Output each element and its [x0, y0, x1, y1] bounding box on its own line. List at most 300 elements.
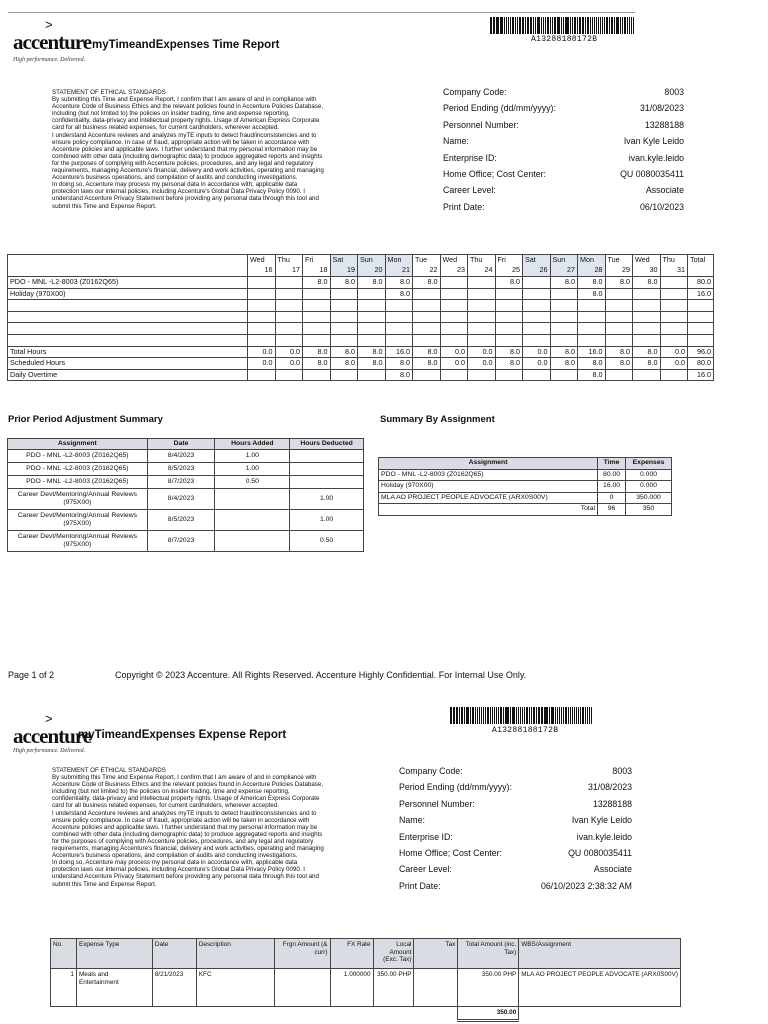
barcode-top — [490, 17, 635, 34]
barcode-bar — [624, 17, 626, 34]
day-of-week: Wed — [250, 255, 265, 264]
barcode-bar — [633, 17, 634, 34]
hour-cell: 8.0 — [358, 277, 386, 289]
expense-cell: 1.000000 — [330, 969, 373, 1007]
day-number: 30 — [649, 265, 658, 274]
hour-cell: 8.0 — [330, 358, 358, 370]
hour-cell — [495, 334, 523, 346]
day-header — [550, 255, 578, 277]
hour-cell: 16.0 — [385, 346, 413, 358]
barcode-bar — [450, 707, 452, 724]
barcode-bar — [609, 17, 610, 34]
day-number: 19 — [347, 265, 355, 274]
sba-header: Expenses — [626, 458, 672, 470]
barcode-bar — [519, 17, 521, 34]
day-of-week: Tue — [607, 255, 620, 264]
barcode-bar — [620, 17, 621, 34]
barcode-bar — [576, 707, 578, 724]
barcode-top-number: A13288188172B — [531, 35, 598, 44]
hour-cell — [660, 311, 688, 323]
barcode-bar — [580, 17, 581, 34]
hour-cell — [440, 300, 468, 312]
ppa-cell: Career Devt/Mentoring/Annual Reviews (975X00) — [8, 489, 148, 510]
barcode-bar — [629, 17, 630, 34]
hour-cell — [248, 334, 276, 346]
expense-total-row — [51, 1007, 681, 1021]
hour-cell — [578, 300, 606, 312]
barcode-bar — [535, 17, 536, 34]
row-total: 96.0 — [688, 346, 714, 358]
statement-paragraph: I understand Accenture reviews and analyzes myTE inputs to detect fraud/inconsistencies and to ensure policy compliance. In case of fraud, appropriate action will be taken in accordance with Accenture policies and applicable laws. I further understand that my personal information may be combined with other data (including demographic data) to produce aggregated reports and insights for the purposes of complying with Accenture policies, procedures, and any legal and regulatory requirements, managing Accenture's financial, delivery and work activities, operating and managing Accenture's business operations, and compilation of audits and conducting investigations. — [52, 131, 324, 182]
barcode-bar — [494, 17, 495, 34]
hour-cell — [330, 334, 358, 346]
info-label: Company Code: — [443, 87, 507, 97]
info-row — [399, 845, 632, 861]
row-label: Total Hours — [8, 346, 248, 358]
expense-cell: KFC — [196, 969, 274, 1007]
expense-header: Tax — [414, 939, 458, 969]
info-row — [443, 199, 684, 215]
barcode-bar — [533, 17, 534, 34]
ppa-row — [8, 531, 364, 552]
ppa-cell: 8/7/2023 — [147, 476, 215, 489]
hour-cell: 8.0 — [495, 358, 523, 370]
day-of-week: Thu — [662, 255, 675, 264]
hour-cell: 8.0 — [633, 277, 661, 289]
barcode-bar — [520, 707, 521, 724]
hour-cell — [605, 288, 633, 300]
barcode-bar — [614, 17, 615, 34]
page-top-rule — [8, 12, 635, 13]
day-of-week: Mon — [387, 255, 402, 264]
barcode-bar — [538, 17, 540, 34]
barcode-bar — [503, 707, 504, 724]
day-of-week: Thu — [470, 255, 483, 264]
row-total: 16.0 — [688, 369, 714, 381]
hour-cell — [385, 300, 413, 312]
hour-cell — [523, 311, 551, 323]
info-value: 13288188 — [644, 119, 684, 130]
hour-cell — [303, 323, 331, 335]
hour-cell — [248, 369, 276, 381]
expense-header: Local Amount (Exc. Tax) — [373, 939, 414, 969]
hour-cell — [605, 311, 633, 323]
barcode-bar — [513, 707, 515, 724]
grid-row — [8, 300, 714, 312]
hour-cell: 0.0 — [523, 358, 551, 370]
info-value: ivan.kyle.leido — [628, 152, 684, 163]
info-label: Enterprise ID: — [443, 152, 497, 163]
ppa-cell: 0.50 — [290, 531, 364, 552]
day-number: 17 — [292, 265, 300, 274]
day-of-week: Fri — [305, 255, 314, 264]
hour-cell: 8.0 — [385, 358, 413, 370]
row-total — [688, 323, 714, 335]
hour-cell — [468, 311, 496, 323]
day-header — [413, 255, 441, 277]
info-value: 31/08/2023 — [639, 103, 684, 114]
sba-row — [379, 481, 672, 493]
hour-cell — [413, 300, 441, 312]
info-value: Ivan Kyle Leido — [571, 815, 632, 826]
hour-cell: 8.0 — [578, 358, 606, 370]
row-label: Holiday (970X00) — [8, 288, 248, 300]
hour-cell: 8.0 — [633, 358, 661, 370]
day-of-week: Sat — [332, 255, 344, 264]
sba-total-row — [379, 504, 672, 516]
expense-grand-total: 350.00 — [458, 1007, 519, 1021]
hour-cell — [413, 311, 441, 323]
hour-cell: 8.0 — [495, 277, 523, 289]
barcode-bar — [572, 17, 574, 34]
barcode-bar — [565, 707, 567, 724]
hour-cell: 8.0 — [578, 288, 606, 300]
info-row — [399, 763, 632, 779]
hour-cell — [578, 311, 606, 323]
ppa-cell: 8/5/2023 — [147, 463, 215, 476]
hour-cell — [660, 288, 688, 300]
row-label: PDO - MNL -L2-8003 (Z0162Q65) — [8, 277, 248, 289]
hour-cell — [660, 334, 688, 346]
barcode-bar — [602, 17, 603, 34]
hour-cell — [303, 300, 331, 312]
grid-row — [8, 277, 714, 289]
row-total — [688, 311, 714, 323]
barcode-bar — [501, 17, 503, 34]
hour-cell — [248, 288, 276, 300]
barcode-bar — [570, 17, 571, 34]
barcode-bar — [574, 707, 575, 724]
barcode-bar — [517, 17, 518, 34]
barcode-bar — [568, 707, 569, 724]
info-label: Period Ending (dd/mm/yyyy): — [399, 782, 512, 793]
ppa-header: Date — [147, 439, 215, 450]
ppa-header: Hours Deducted — [290, 439, 364, 450]
barcode-bar — [512, 707, 513, 724]
expense-cell: MLA AO PROJECT PEOPLE ADVOCATE (ARX0S00V) — [519, 969, 681, 1007]
info-label: Career Level: — [443, 185, 496, 196]
barcode-bar — [493, 17, 494, 34]
hour-cell — [330, 323, 358, 335]
logo-mark-second: > — [45, 711, 52, 726]
hour-cell — [550, 311, 578, 323]
day-of-week: Thu — [277, 255, 290, 264]
expense-row — [51, 969, 681, 1007]
info-value: 06/10/2023 — [639, 201, 684, 212]
logo-tagline-second: High performance. Delivered. — [13, 748, 86, 754]
ppa-title: Prior Period Adjustment Summary — [8, 414, 163, 425]
expense-total-spacer — [196, 1007, 274, 1021]
hour-cell: 8.0 — [633, 346, 661, 358]
barcode-bar — [504, 17, 505, 34]
grid-row — [8, 358, 714, 370]
hour-cell — [330, 300, 358, 312]
day-number: 20 — [374, 265, 383, 274]
barcode-bar — [585, 707, 586, 724]
day-header — [385, 255, 413, 277]
barcode-bar — [580, 707, 581, 724]
expense-cell: 1 — [51, 969, 77, 1007]
expense-cell: Meals and Entertainment — [76, 969, 152, 1007]
barcode-bar — [536, 707, 537, 724]
ppa-cell: Career Devt/Mentoring/Annual Reviews (975X00) — [8, 510, 148, 531]
barcode-bar — [631, 17, 633, 34]
hour-cell — [330, 288, 358, 300]
ppa-cell: 1.00 — [215, 450, 290, 463]
hour-cell — [303, 369, 331, 381]
expense-header: Expense Type — [76, 939, 152, 969]
hour-cell — [358, 288, 386, 300]
ppa-header: Assignment — [8, 439, 148, 450]
barcode-bar — [570, 707, 572, 724]
barcode-bar — [526, 707, 528, 724]
expense-total-spacer — [51, 1007, 77, 1021]
barcode-bar — [481, 707, 482, 724]
hour-cell: 8.0 — [303, 346, 331, 358]
ppa-row — [8, 450, 364, 463]
expense-report-title: myTimeandExpenses Expense Report — [78, 729, 287, 741]
info-value: Associate — [593, 864, 632, 875]
day-header — [468, 255, 496, 277]
ethics-statement — [52, 89, 324, 210]
sba-total-time: 96 — [598, 504, 626, 516]
hour-cell — [660, 369, 688, 381]
page-number: Page 1 of 2 — [8, 670, 55, 680]
barcode-bar — [522, 17, 523, 34]
barcode-bar — [604, 17, 605, 34]
row-label — [8, 334, 248, 346]
info-row — [443, 150, 684, 166]
info-row — [399, 779, 632, 795]
barcode-bar — [500, 707, 502, 724]
info-row — [399, 812, 632, 828]
sba-cell: MLA AO PROJECT PEOPLE ADVOCATE (ARX0S00V) — [379, 492, 598, 504]
hour-cell — [275, 300, 303, 312]
hour-cell: 8.0 — [385, 277, 413, 289]
ppa-cell — [290, 463, 364, 476]
logo-mark: > — [45, 17, 52, 32]
day-header — [523, 255, 551, 277]
statement-paragraph: In doing so, Accenture may process my personal data in accordance with, applicable data protection laws our internal policies, including Accenture's Global Data Privacy Policy 0090. I understand Accenture Privacy Statement before providing any personal data through this tool and submit this Time and Expense Report. — [52, 181, 319, 210]
hour-cell — [385, 323, 413, 335]
row-label — [8, 300, 248, 312]
sba-title: Summary By Assignment — [380, 414, 495, 425]
barcode-bar — [577, 17, 578, 34]
expense-total-spacer — [152, 1007, 196, 1021]
hour-cell: 16.0 — [578, 346, 606, 358]
expense-header: WBS/Assignment — [519, 939, 681, 969]
day-number: 26 — [539, 265, 548, 274]
barcode-bar — [506, 17, 507, 34]
grid-row — [8, 288, 714, 300]
hour-cell — [358, 369, 386, 381]
barcode-bar — [539, 707, 540, 724]
expense-report-info — [399, 763, 632, 894]
barcode-bar — [472, 707, 474, 724]
logo-tagline: High performance. Delivered. — [13, 57, 86, 63]
ppa-cell: 0.50 — [215, 476, 290, 489]
barcode-bar — [552, 17, 553, 34]
info-row — [399, 796, 632, 812]
sba-header: Assignment — [379, 458, 598, 470]
barcode-bar — [616, 17, 617, 34]
barcode-bar — [627, 17, 628, 34]
grid-header-row — [8, 255, 714, 277]
sba-header: Time — [598, 458, 626, 470]
barcode-bar — [590, 17, 591, 34]
logo-brand: accenture — [13, 30, 92, 54]
hour-cell — [660, 300, 688, 312]
info-label: Enterprise ID: — [399, 831, 453, 842]
barcode-bar — [547, 17, 549, 34]
hour-cell — [605, 323, 633, 335]
hour-cell — [495, 323, 523, 335]
info-value: ivan.kyle.leido — [576, 831, 632, 842]
day-of-week: Sun — [552, 255, 566, 264]
info-row — [443, 182, 684, 198]
barcode-bar — [467, 707, 469, 724]
day-of-week: Sat — [525, 255, 536, 264]
day-number: 18 — [319, 265, 328, 274]
grid-row — [8, 311, 714, 323]
day-header — [358, 255, 386, 277]
hour-cell — [605, 369, 633, 381]
hour-cell — [605, 300, 633, 312]
barcode-bar — [544, 707, 545, 724]
day-header — [440, 255, 468, 277]
barcode-bar — [537, 17, 538, 34]
barcode-bar — [611, 17, 613, 34]
expense-cell — [414, 969, 458, 1007]
barcode-bar — [565, 17, 566, 34]
barcode-bar — [551, 707, 552, 724]
day-header — [248, 255, 276, 277]
hour-cell — [440, 334, 468, 346]
barcode-bar — [600, 17, 602, 34]
barcode-bar — [587, 707, 588, 724]
hour-cell: 8.0 — [358, 346, 386, 358]
sba-cell: Holiday (970X00) — [379, 481, 598, 493]
ppa-cell: PDO - MNL -L2-8003 (Z0162Q65) — [8, 450, 148, 463]
barcode-second-number: A13288188172B — [492, 726, 559, 735]
info-value: Ivan Kyle Leido — [623, 136, 684, 147]
barcode-bar — [566, 17, 568, 34]
barcode-bar — [515, 17, 516, 34]
sba-row — [379, 469, 672, 481]
ppa-cell — [215, 531, 290, 552]
statement-paragraph: By submitting this Time and Expense Report, I confirm that I am aware of and in compliance with Accenture Code of Business Ethics and the relevant policies found in Accenture Policies Database, including (but not limited to) the policies on insider trading, time and expense reporting, confidentiality, data-privacy and intellectual property rights. Usage of American Express Corporate card for all business related expenses, for current cardholders, wherever accepted. — [52, 96, 324, 132]
barcode-bar — [541, 17, 543, 34]
barcode-bar — [574, 17, 576, 34]
sba-cell: 350.000 — [626, 492, 672, 504]
hour-cell — [523, 323, 551, 335]
ppa-cell — [215, 489, 290, 510]
barcode-bar — [505, 707, 506, 724]
hour-cell: 0.0 — [248, 358, 276, 370]
day-header — [633, 255, 661, 277]
day-header — [495, 255, 523, 277]
ppa-row — [8, 510, 364, 531]
hour-cell — [660, 277, 688, 289]
hour-cell: 0.0 — [468, 346, 496, 358]
hour-cell — [358, 311, 386, 323]
day-number: 29 — [622, 265, 630, 274]
day-header — [330, 255, 358, 277]
day-header — [303, 255, 331, 277]
expense-header: Description — [196, 939, 274, 969]
day-number: 23 — [457, 265, 465, 274]
hour-cell: 8.0 — [413, 358, 441, 370]
hour-cell — [303, 311, 331, 323]
barcode-bar — [587, 17, 589, 34]
expense-cell: 350.00 PHP — [373, 969, 414, 1007]
hour-cell — [275, 311, 303, 323]
timesheet-grid — [7, 254, 714, 381]
statement-paragraph: In doing so, Accenture may process my personal data in accordance with, applicable data protection laws our internal policies, including Accenture's Global Data Privacy Policy 0090. I understand Accenture Privacy Statement before providing any personal data through this tool and submit this Time and Expense Report. — [52, 859, 319, 888]
info-row — [399, 878, 632, 894]
barcode-bar — [508, 17, 510, 34]
barcode-bar — [522, 707, 523, 724]
expense-header: No. — [51, 939, 77, 969]
barcode-bar — [582, 17, 584, 34]
ethics-statement-second — [52, 767, 324, 888]
hour-cell — [413, 288, 441, 300]
barcode-bar — [622, 17, 623, 34]
barcode-bar — [490, 707, 492, 724]
hour-cell — [633, 311, 661, 323]
barcode-second — [450, 707, 593, 724]
hour-cell — [495, 311, 523, 323]
day-number: 31 — [677, 265, 685, 274]
barcode-bar — [531, 707, 533, 724]
info-value: QU 0080035411 — [620, 169, 684, 180]
info-label: Print Date: — [399, 880, 441, 891]
sba-cell: 0.000 — [626, 481, 672, 493]
hour-cell — [633, 323, 661, 335]
ppa-cell: 8/4/2023 — [147, 489, 215, 510]
day-number: 27 — [567, 265, 575, 274]
barcode-bar — [456, 707, 458, 724]
expense-header: Total Amount (inc. Tax) — [458, 939, 519, 969]
hour-cell: 0.0 — [660, 346, 688, 358]
barcode-bar — [563, 707, 564, 724]
hour-cell — [550, 334, 578, 346]
barcode-bar — [552, 707, 554, 724]
barcode-bar — [554, 17, 556, 34]
hour-cell: 8.0 — [413, 346, 441, 358]
sba-header-row — [379, 458, 672, 470]
ppa-row — [8, 489, 364, 510]
hour-cell: 8.0 — [605, 358, 633, 370]
hour-cell: 8.0 — [550, 277, 578, 289]
day-header — [660, 255, 688, 277]
ppa-cell: 8/7/2023 — [147, 531, 215, 552]
hour-cell: 0.0 — [440, 358, 468, 370]
barcode-bar — [592, 17, 593, 34]
day-header — [275, 255, 303, 277]
ppa-header: Hours Added — [215, 439, 290, 450]
info-label: Print Date: — [443, 201, 485, 212]
hour-cell — [440, 323, 468, 335]
day-of-week: Sun — [360, 255, 373, 264]
barcode-bar — [543, 17, 544, 34]
ppa-row — [8, 476, 364, 489]
barcode-bar — [496, 17, 498, 34]
time-report-info — [443, 84, 684, 215]
info-label: Home Office; Cost Center: — [399, 848, 502, 859]
barcode-bar — [545, 707, 547, 724]
ppa-row — [8, 463, 364, 476]
